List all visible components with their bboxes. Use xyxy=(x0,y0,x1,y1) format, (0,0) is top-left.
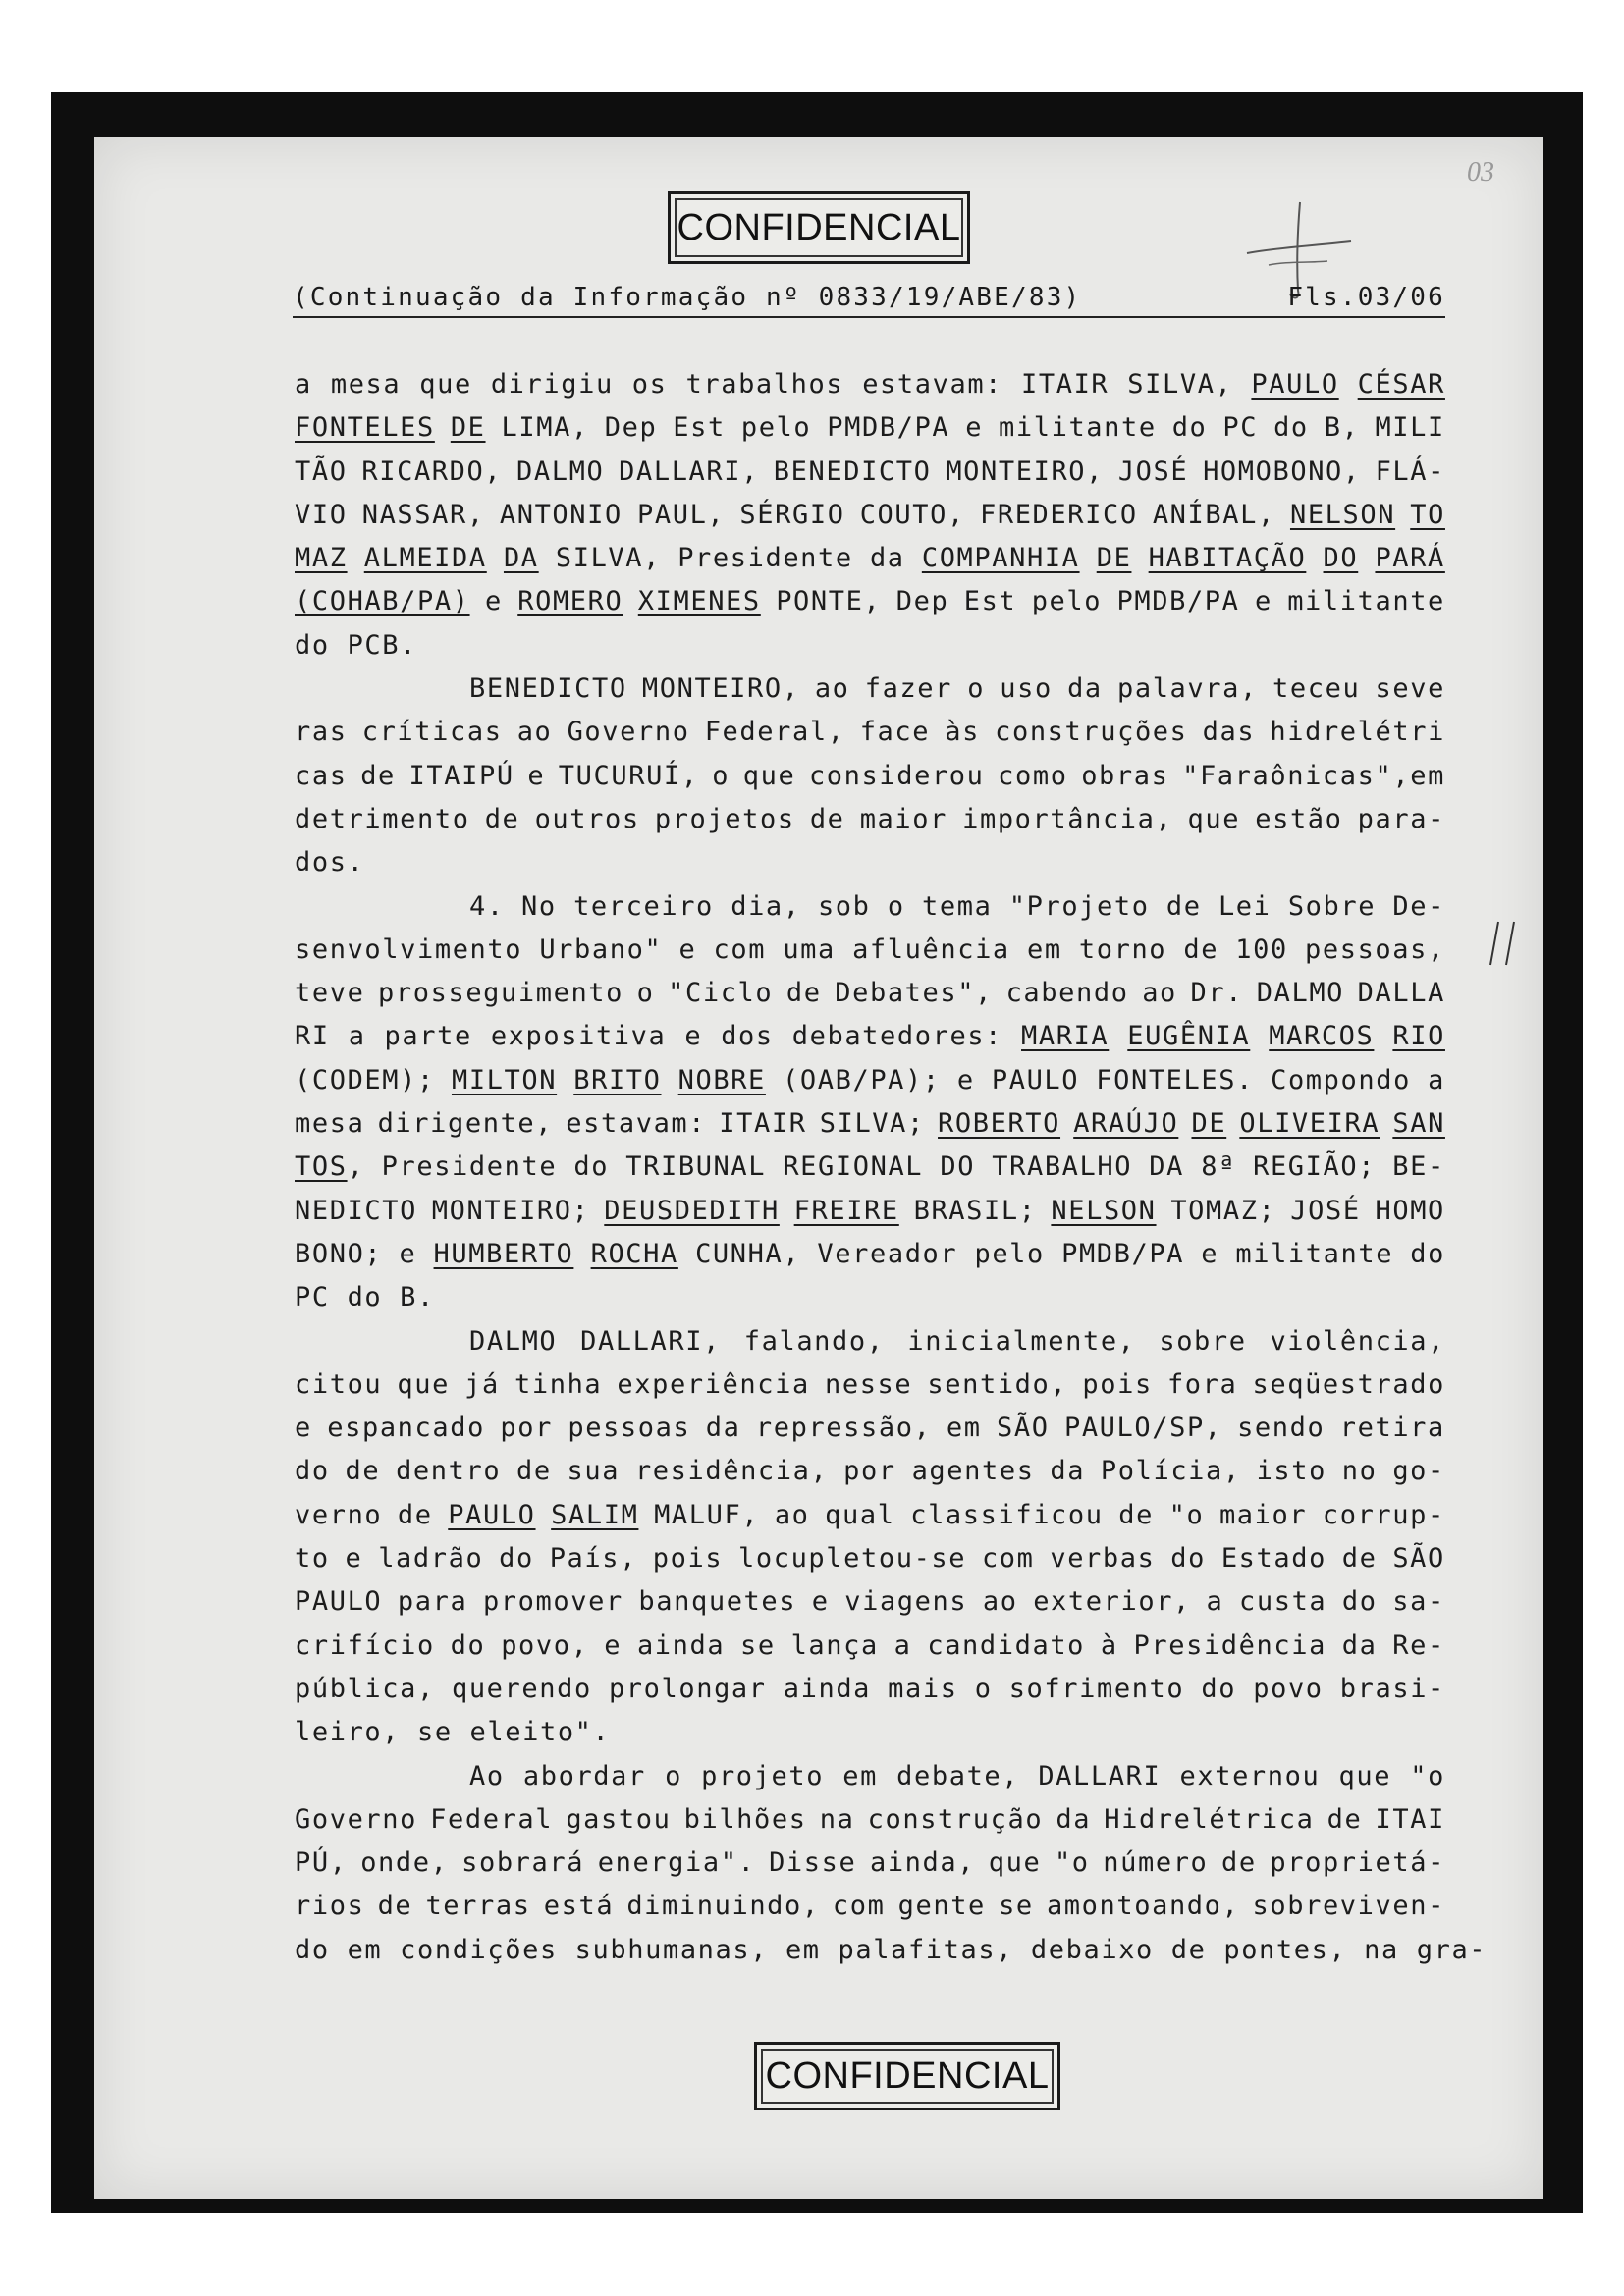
text-line: MAZ ALMEIDA DA SILVA, Presidente da COMPANHIA DE HABITAÇÃO DO PARÁ xyxy=(295,543,1445,574)
text-line: verno de PAULO SALIM MALUF, ao qual classificou de "o maior corrup- xyxy=(295,1499,1445,1530)
paragraph xyxy=(295,885,1445,1320)
text-line: NEDICTO MONTEIRO; DEUSDEDITH FREIRE BRASIL; NELSON TOMAZ; JOSÉ HOMO xyxy=(295,1195,1445,1226)
text-line: ras críticas ao Governo Federal, face às construções das hidrelétri xyxy=(295,717,1445,748)
text-line: a mesa que dirigiu os trabalhos estavam: ITAIR SILVA, PAULO CÉSAR xyxy=(295,369,1445,400)
paragraph xyxy=(295,363,1445,667)
text-line: DALMO DALLARI, falando, inicialmente, sobre violência, xyxy=(469,1325,1445,1357)
text-line: e espancado por pessoas da repressão, em SÃO PAULO/SP, sendo retira xyxy=(295,1413,1445,1444)
text-line: PÚ, onde, sobrará energia". Disse ainda, que "o número de proprietá- xyxy=(295,1847,1445,1879)
margin-mark xyxy=(1485,918,1524,969)
text-line: rios de terras está diminuindo, com gente se amontoando, sobreviven- xyxy=(295,1891,1445,1922)
text-line: Ao abordar o projeto em debate, DALLARI externou que "o xyxy=(469,1760,1445,1791)
paragraph xyxy=(295,1320,1445,1755)
text-line: PC do B. xyxy=(295,1282,435,1313)
continuation-reference: (Continuação da Informação nº 0833/19/ABE/83) xyxy=(293,283,1082,312)
text-line: to e ladrão do País, pois locupletou-se com verbas do Estado de SÃO xyxy=(295,1543,1445,1575)
text-line: VIO NASSAR, ANTONIO PAUL, SÉRGIO COUTO, FREDERICO ANÍBAL, NELSON TO xyxy=(295,499,1445,530)
text-line: mesa dirigente, estavam: ITAIR SILVA; ROBERTO ARAÚJO DE OLIVEIRA SAN xyxy=(295,1108,1445,1140)
text-line: do em condições subhumanas, em palafitas, debaixo de pontes, na gra- xyxy=(295,1934,1488,1965)
document-header xyxy=(293,283,1445,318)
text-line: senvolvimento Urbano" e com uma afluência em torno de 100 pessoas, xyxy=(295,934,1445,965)
text-line: citou que já tinha experiência nesse sentido, pois fora seqüestrado xyxy=(295,1368,1445,1400)
text-line: 4. No terceiro dia, sob o tema "Projeto de Lei Sobre De- xyxy=(469,890,1445,922)
paragraph xyxy=(295,667,1445,884)
page-number: 03 xyxy=(1467,157,1494,187)
text-line: TOS, Presidente do TRIBUNAL REGIONAL DO TRABALHO DA 8ª REGIÃO; BE- xyxy=(295,1151,1445,1183)
text-line: teve prosseguimento o "Ciclo de Debates", cabendo ao Dr. DALMO DALLA xyxy=(295,978,1445,1009)
text-line: FONTELES DE LIMA, Dep Est pelo PMDB/PA e militante do PC do B, MILI xyxy=(295,412,1445,444)
text-line: pública, querendo prolongar ainda mais o sofrimento do povo brasi- xyxy=(295,1673,1445,1704)
text-line: cas de ITAIPÚ e TUCURUÍ, o que considerou como obras "Faraônicas",em xyxy=(295,760,1445,791)
text-line: (COHAB/PA) e ROMERO XIMENES PONTE, Dep Est pelo PMDB/PA e militante xyxy=(295,586,1445,617)
text-line: RI a parte expositiva e dos debatedores: MARIA EUGÊNIA MARCOS RIO xyxy=(295,1021,1445,1052)
text-line: BENEDICTO MONTEIRO, ao fazer o uso da palavra, teceu seve xyxy=(469,673,1445,705)
folio-number: Fls.03/06 xyxy=(1287,283,1445,312)
text-line: BONO; e HUMBERTO ROCHA CUNHA, Vereador pelo PMDB/PA e militante do xyxy=(295,1238,1445,1269)
text-line: do PCB. xyxy=(295,629,417,661)
text-line: leiro, se eleito". xyxy=(295,1717,611,1748)
text-line: TÃO RICARDO, DALMO DALLARI, BENEDICTO MONTEIRO, JOSÉ HOMOBONO, FLÁ- xyxy=(295,455,1445,487)
confidential-stamp-bottom: CONFIDENCIAL xyxy=(754,2042,1060,2110)
underlined-name: (COHAB/PA) xyxy=(295,586,470,617)
text-line: do de dentro de sua residência, por agentes da Polícia, isto no go- xyxy=(295,1456,1445,1487)
confidential-stamp-top: CONFIDENCIAL xyxy=(668,191,970,264)
text-line: dos. xyxy=(295,847,365,879)
paragraph xyxy=(295,1755,1488,1972)
text-line: (CODEM); MILTON BRITO NOBRE (OAB/PA); e PAULO FONTELES. Compondo a xyxy=(295,1064,1445,1095)
text-line: detrimento de outros projetos de maior importância, que estão para- xyxy=(295,803,1445,834)
text-line: PAULO para promover banquetes e viagens ao exterior, a custa do sa- xyxy=(295,1586,1445,1618)
text-line: crifício do povo, e ainda se lança a candidato à Presidência da Re- xyxy=(295,1629,1445,1661)
text-line: Governo Federal gastou bilhões na construção da Hidrelétrica de ITAI xyxy=(295,1803,1445,1835)
document-body xyxy=(295,363,1488,1972)
underlined-name: TOS xyxy=(295,1151,348,1183)
